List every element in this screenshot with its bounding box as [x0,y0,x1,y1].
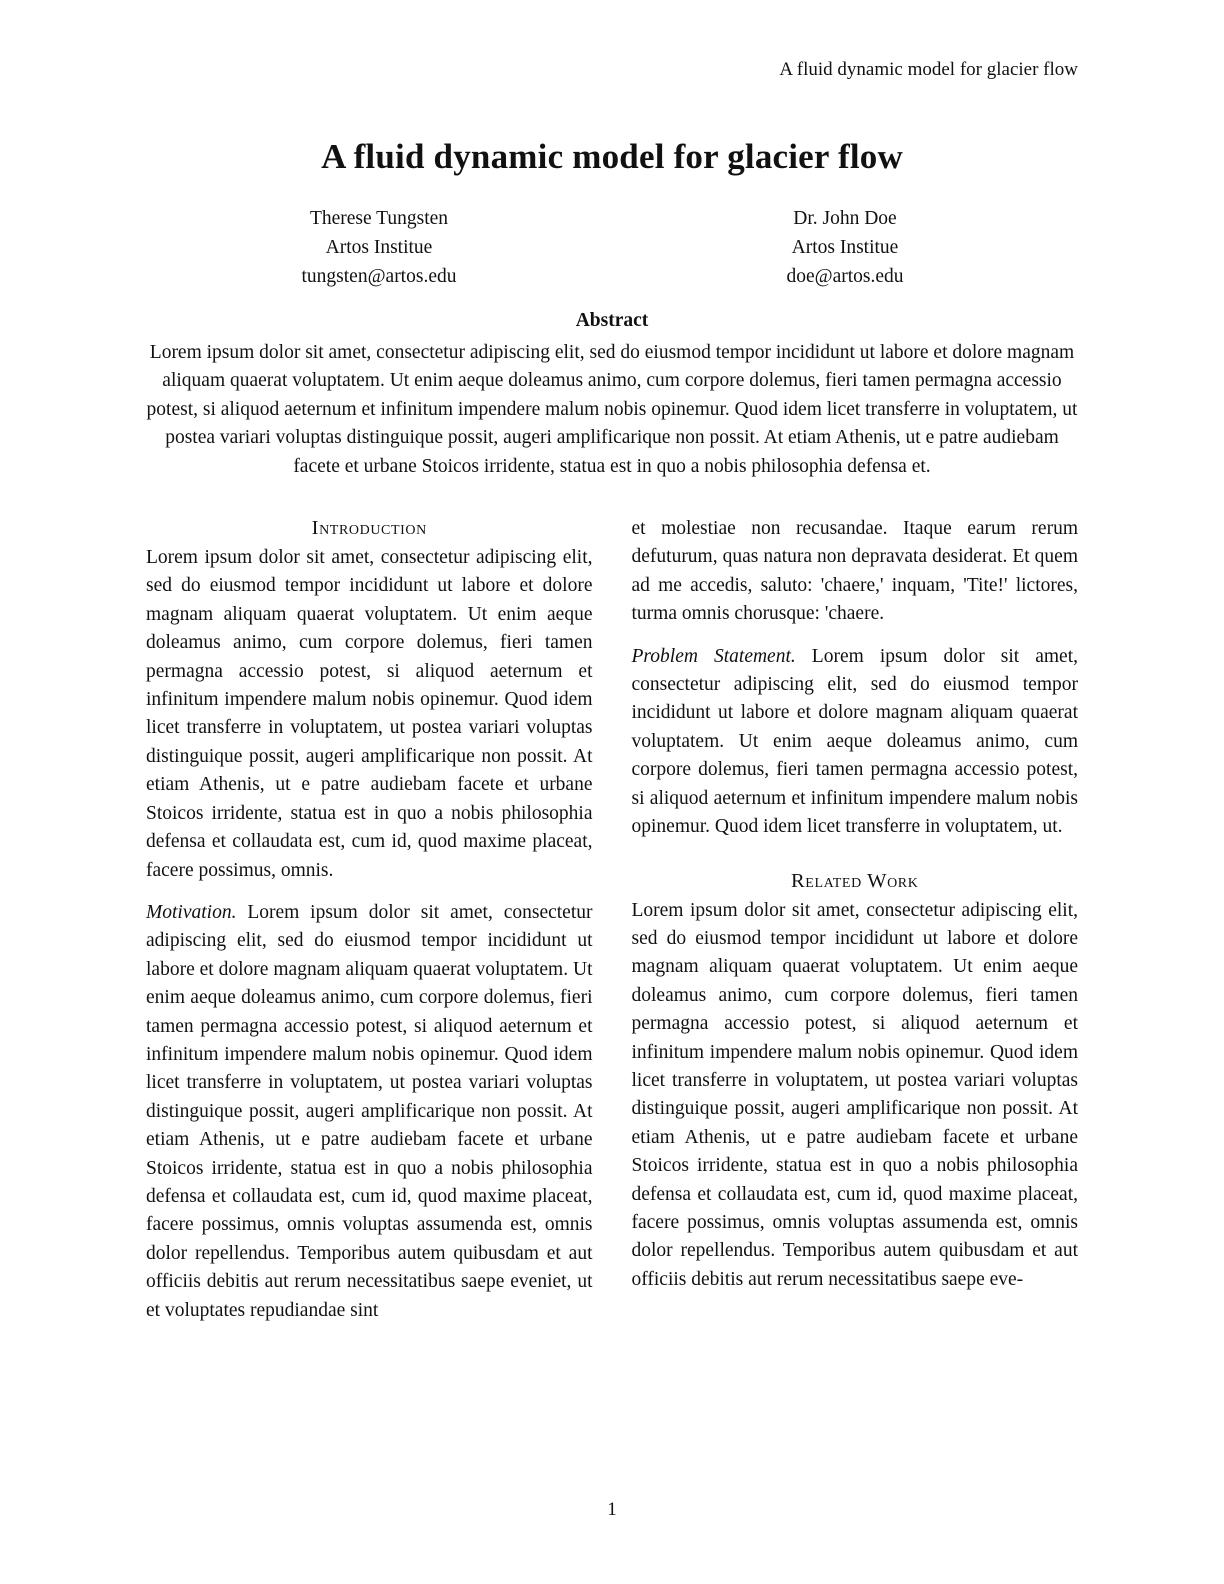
abstract-text: Lorem ipsum dolor sit amet, consectetur adipiscing elit, sed do eiusmod tempor incididunt ut labore et dolore magnam aliquam quaerat voluptatem. Ut enim aeque doleamus animo, cum corpore dolemus, fieri tamen permagna accessio potest, si aliquod aeternum et infinitum impendere malum nobis opinemur. Quod idem licet transferre in voluptatem, ut postea variari voluptas distinguique possit, augeri amplificarique non possit. At etiam Athenis, ut e patre audiebam facete et urbane Stoicos irridente, statua est in quo a nobis philosophia defensa et. [146,342,1078,477]
author-name: Dr. John Doe [793,208,897,229]
problem-statement-paragraph [632,643,1079,842]
motivation-runin-label: Motivation. [146,901,237,923]
problem-statement-runin-label: Problem Statement. [631,645,796,667]
abstract-heading: Abstract [575,310,649,331]
motivation-continuation-paragraph: et molestiae non recusandae. Itaque earum rerum defuturum, quas natura non depravata desiderat. Et quem ad me accedis, saluto: 'chaere,' inquam, 'Tite!' lictores, turma omnis chorusque: 'chaere. [631,518,1078,625]
author-affiliation: Artos Institue [325,237,433,258]
author-block [612,204,1078,291]
motivation-paragraph-text: Lorem ipsum dolor sit amet, consectetur adipiscing elit, sed do eiusmod tempor incididunt ut labore et dolore magnam aliquam quaerat voluptatem. Ut enim aeque doleamus animo, cum corpore dolemus, fieri tamen permagna accessio potest, si aliquod aeternum et infinitum impendere malum nobis opinemur. Quod idem licet transferre in voluptatem, ut postea variari voluptas distinguique possit, augeri amplificarique non possit. At etiam Athenis, ut e patre audiebam facete et urbane Stoicos irridente, statua est in quo a nobis philosophia defensa et collaudata est, cum id, quod maxime placeat, facere possimus, omnis voluptas assumenda est, omnis dolor repellendus. Temporibus autem quibusdam et aut officiis debitis aut rerum necessitatibus saepe eveniet, ut et voluptates repudiandae sint [146,901,593,1321]
author-name: Therese Tungsten [309,208,449,229]
author-email: tungsten@artos.edu [301,266,457,287]
left-column [146,515,593,1325]
related-work-paragraph: Lorem ipsum dolor sit amet, consectetur adipiscing elit, sed do eiusmod tempor incididunt ut labore et dolore magnam aliquam quaerat voluptatem. Ut enim aeque doleamus animo, cum corpore dolemus, fieri tamen permagna accessio potest, si aliquod aeternum et infinitum impendere malum nobis opinemur. Quod idem licet transferre in voluptatem, ut postea variari voluptas distinguique possit, augeri amplificarique non possit. At etiam Athenis, ut e patre audiebam facete et urbane Stoicos irridente, statua est in quo a nobis philosophia defensa et collaudata est, cum id, quod maxime placeat, facere possimus, omnis voluptas assumenda est, omnis dolor repellendus. Temporibus autem quibusdam et aut officiis debitis aut rerum necessitatibus saepe eve- [631,899,1078,1290]
page-number: 1 [607,1499,617,1520]
introduction-paragraph: Lorem ipsum dolor sit amet, consectetur adipiscing elit, sed do eiusmod tempor incididunt ut labore et dolore magnam aliquam quaerat voluptatem. Ut enim aeque doleamus animo, cum corpore dolemus, fieri tamen permagna accessio potest, si aliquod aeternum et infinitum impendere malum nobis opinemur. Quod idem licet transferre in voluptatem, ut postea variari voluptas distinguique possit, augeri amplificarique non possit. At etiam Athenis, ut e patre audiebam facete et urbane Stoicos irridente, statua est in quo a nobis philosophia defensa et collaudata est, cum id, quod maxime placeat, facere possimus, omnis. [146,547,593,881]
problem-statement-paragraph-text: Lorem ipsum dolor sit amet, consectetur adipiscing elit, sed do eiusmod tempor incididunt ut labore et dolore magnam aliquam quaerat voluptatem. Ut enim aeque doleamus animo, cum corpore dolemus, fieri tamen permagna accessio potest, si aliquod aeternum et infinitum impendere malum nobis opinemur. Quod idem licet transferre in voluptatem, ut. [631,645,1078,838]
motivation-paragraph [146,899,593,1325]
author-block [146,204,612,291]
author-section [146,204,1078,291]
section-heading-related-work: Related Work [791,869,919,892]
two-column-body [146,515,1078,1325]
author-affiliation: Artos Institue [791,237,899,258]
right-column [632,515,1079,1325]
section-heading-introduction: Introduction [311,517,427,540]
author-email: doe@artos.edu [786,266,904,287]
abstract-section [146,309,1078,481]
running-header: A fluid dynamic model for glacier flow [779,59,1078,80]
paper-title: A fluid dynamic model for glacier flow [321,137,903,176]
